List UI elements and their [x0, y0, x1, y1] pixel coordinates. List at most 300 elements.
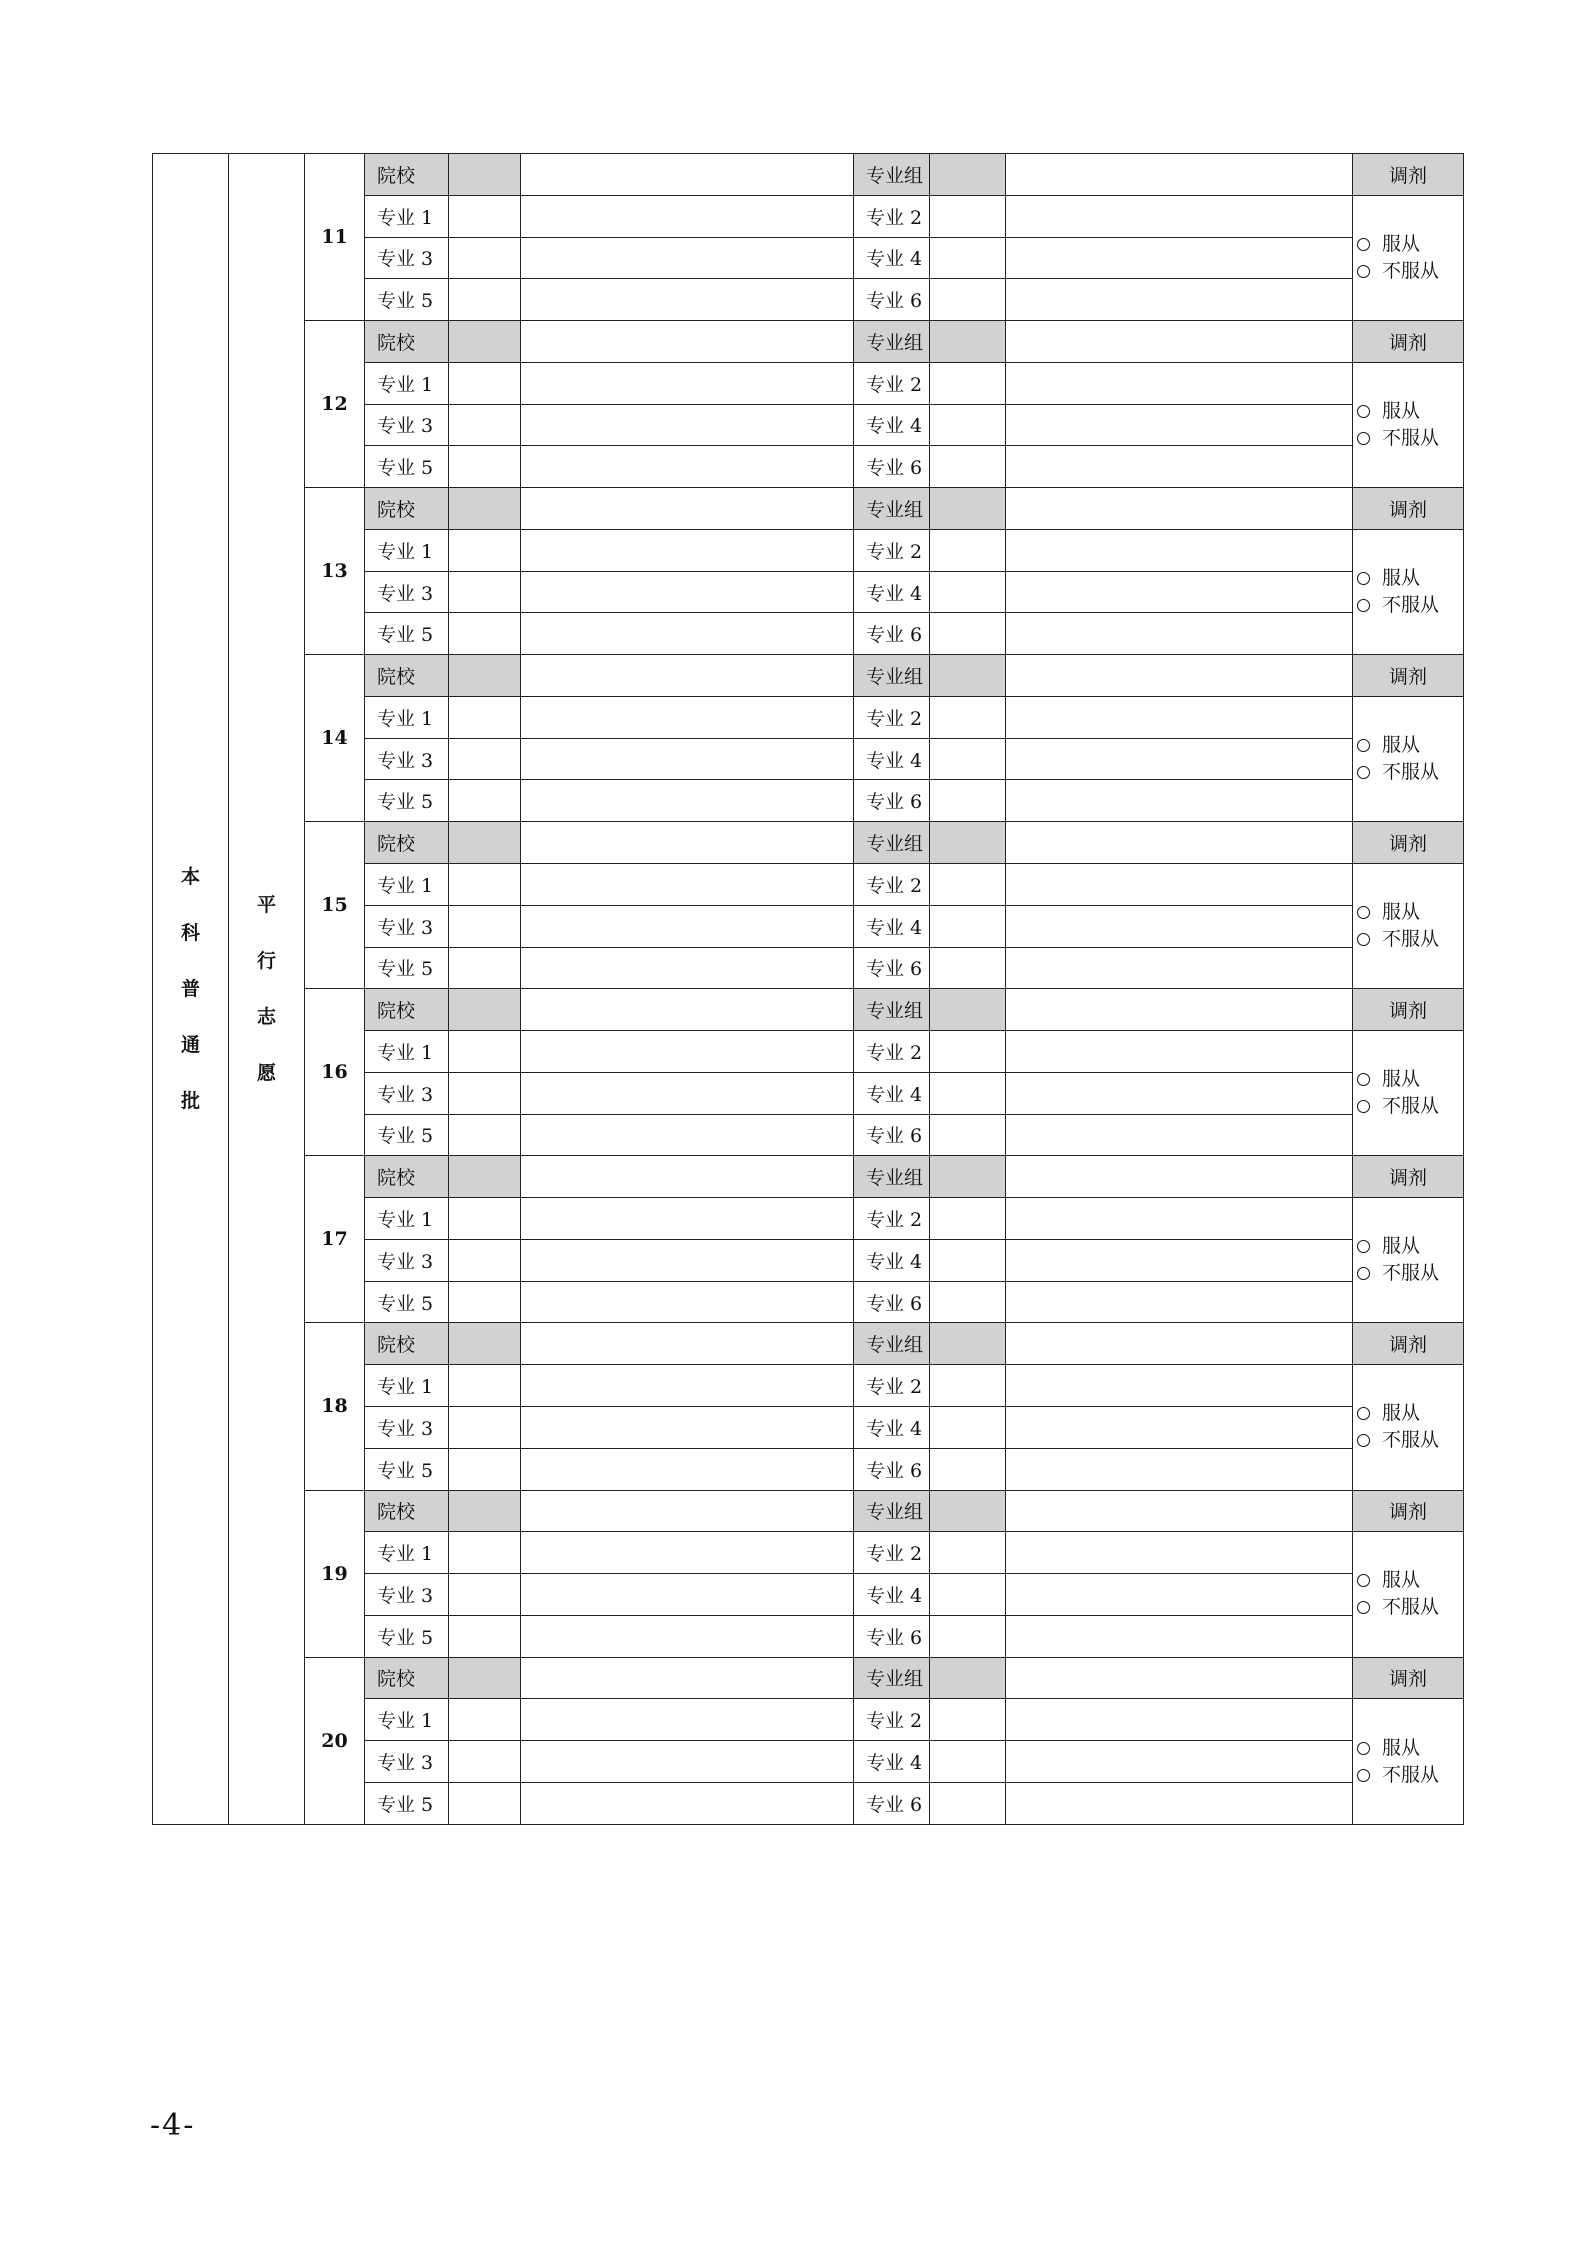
major4-label: 专业 4: [854, 1574, 930, 1616]
major6-name-field[interactable]: [1006, 1114, 1353, 1156]
major5-code-field[interactable]: [449, 947, 521, 989]
major5-code-field[interactable]: [449, 1615, 521, 1657]
major2-code-field[interactable]: [930, 1031, 1006, 1073]
school-name-field[interactable]: [521, 989, 854, 1031]
major3-label: 专业 3: [365, 1741, 449, 1783]
not-obey-radio-label: 不服从: [1382, 426, 1440, 449]
major4-code-field[interactable]: [930, 571, 1006, 613]
major4-name-field[interactable]: [1006, 1072, 1353, 1114]
school-code-field[interactable]: [449, 822, 521, 864]
group-name-field[interactable]: [1006, 1657, 1353, 1699]
school-name-field[interactable]: [521, 1657, 854, 1699]
major3-code-field[interactable]: [449, 1406, 521, 1448]
adjust-label: 调剂: [1353, 989, 1464, 1031]
major5-name-field[interactable]: [521, 1782, 854, 1824]
major1-label: 专业 1: [365, 195, 449, 237]
major1-code-field[interactable]: [449, 864, 521, 906]
major3-name-field[interactable]: [521, 404, 854, 446]
group-number: 18: [305, 1323, 365, 1490]
adjust-options: [1353, 362, 1464, 487]
major6-code-field[interactable]: [930, 1281, 1006, 1323]
major5-name-field[interactable]: [521, 446, 854, 488]
major4-name-field[interactable]: [1006, 404, 1353, 446]
not-obey-radio[interactable]: [1355, 1762, 1463, 1789]
school-name-field[interactable]: [521, 321, 854, 363]
major5-label: 专业 5: [365, 446, 449, 488]
major2-name-field[interactable]: [1006, 1532, 1353, 1574]
group-number: 14: [305, 655, 365, 822]
group-label: 专业组: [854, 1323, 930, 1365]
major5-code-field[interactable]: [449, 1782, 521, 1824]
major5-label: 专业 5: [365, 1114, 449, 1156]
group-name-field[interactable]: [1006, 989, 1353, 1031]
major4-code-field[interactable]: [930, 1072, 1006, 1114]
major1-label: 专业 1: [365, 1198, 449, 1240]
major3-code-field[interactable]: [449, 905, 521, 947]
major5-name-field[interactable]: [521, 613, 854, 655]
major5-label: 专业 5: [365, 947, 449, 989]
major6-code-field[interactable]: [930, 947, 1006, 989]
major2-code-field[interactable]: [930, 1198, 1006, 1240]
major2-code-field[interactable]: [930, 195, 1006, 237]
major4-label: 专业 4: [854, 1741, 930, 1783]
obey-radio-label: 服从: [1382, 232, 1421, 255]
major5-code-field[interactable]: [449, 1281, 521, 1323]
obey-radio-label: 服从: [1382, 1402, 1421, 1425]
obey-radio[interactable]: [1355, 398, 1463, 425]
group-label: 专业组: [854, 989, 930, 1031]
major1-code-field[interactable]: [449, 1699, 521, 1741]
radio-circle-icon[interactable]: [1357, 766, 1370, 779]
major2-label: 专业 2: [854, 362, 930, 404]
group-name-field[interactable]: [1006, 655, 1353, 697]
major6-label: 专业 6: [854, 1782, 930, 1824]
school-code-field[interactable]: [449, 1156, 521, 1198]
radio-circle-icon[interactable]: [1357, 1267, 1370, 1280]
school-name-field[interactable]: [521, 655, 854, 697]
major6-label: 专业 6: [854, 446, 930, 488]
major4-code-field[interactable]: [930, 1574, 1006, 1616]
school-label: 院校: [365, 822, 449, 864]
school-name-field[interactable]: [521, 1490, 854, 1532]
group-header-row: [153, 655, 1464, 697]
major2-name-field[interactable]: [1006, 195, 1353, 237]
not-obey-radio-label: 不服从: [1382, 1095, 1440, 1118]
school-name-field[interactable]: [521, 1156, 854, 1198]
major1-code-field[interactable]: [449, 529, 521, 571]
school-label: 院校: [365, 1323, 449, 1365]
major6-label: 专业 6: [854, 1448, 930, 1490]
major1-name-field[interactable]: [521, 1699, 854, 1741]
radio-circle-icon[interactable]: [1357, 906, 1370, 919]
radio-circle-icon[interactable]: [1357, 572, 1370, 585]
radio-circle-icon[interactable]: [1357, 1240, 1370, 1253]
school-label: 院校: [365, 1657, 449, 1699]
adjust-label: 调剂: [1353, 1323, 1464, 1365]
group-number: 17: [305, 1156, 365, 1323]
major6-name-field[interactable]: [1006, 446, 1353, 488]
adjust-label: 调剂: [1353, 655, 1464, 697]
major3-label: 专业 3: [365, 1239, 449, 1281]
major4-code-field[interactable]: [930, 905, 1006, 947]
group-code-field[interactable]: [930, 1156, 1006, 1198]
major6-code-field[interactable]: [930, 780, 1006, 822]
group-code-field[interactable]: [930, 154, 1006, 196]
obey-radio-label: 服从: [1382, 1235, 1421, 1258]
major3-name-field[interactable]: [521, 1239, 854, 1281]
major2-name-field[interactable]: [1006, 529, 1353, 571]
major2-code-field[interactable]: [930, 362, 1006, 404]
school-label: 院校: [365, 488, 449, 530]
obey-radio[interactable]: [1355, 1400, 1463, 1427]
major1-name-field[interactable]: [521, 696, 854, 738]
major3-label: 专业 3: [365, 1406, 449, 1448]
radio-circle-icon[interactable]: [1357, 1769, 1370, 1782]
major6-name-field[interactable]: [1006, 1281, 1353, 1323]
adjust-options: [1353, 1532, 1464, 1657]
obey-radio[interactable]: [1355, 231, 1463, 258]
major6-code-field[interactable]: [930, 446, 1006, 488]
obey-radio-label: 服从: [1382, 1569, 1421, 1592]
major3-code-field[interactable]: [449, 1239, 521, 1281]
major4-name-field[interactable]: [1006, 1239, 1353, 1281]
obey-radio[interactable]: [1355, 1066, 1463, 1093]
major5-code-field[interactable]: [449, 1114, 521, 1156]
radio-circle-icon[interactable]: [1357, 1100, 1370, 1113]
major3-code-field[interactable]: [449, 1574, 521, 1616]
major3-name-field[interactable]: [521, 237, 854, 279]
major3-label: 专业 3: [365, 571, 449, 613]
major4-code-field[interactable]: [930, 404, 1006, 446]
major5-name-field[interactable]: [521, 947, 854, 989]
radio-circle-icon[interactable]: [1357, 933, 1370, 946]
school-label: 院校: [365, 989, 449, 1031]
major2-code-field[interactable]: [930, 1699, 1006, 1741]
major4-name-field[interactable]: [1006, 1741, 1353, 1783]
group-number: 15: [305, 822, 365, 989]
radio-circle-icon[interactable]: [1357, 432, 1370, 445]
group-name-field[interactable]: [1006, 822, 1353, 864]
major1-code-field[interactable]: [449, 1532, 521, 1574]
major3-name-field[interactable]: [521, 1406, 854, 1448]
not-obey-radio-label: 不服从: [1382, 1429, 1440, 1452]
major1-name-field[interactable]: [521, 362, 854, 404]
major1-name-field[interactable]: [521, 195, 854, 237]
school-label: 院校: [365, 321, 449, 363]
group-label: 专业组: [854, 822, 930, 864]
major5-name-field[interactable]: [521, 1615, 854, 1657]
major4-label: 专业 4: [854, 738, 930, 780]
not-obey-radio-label: 不服从: [1382, 928, 1440, 951]
group-header-row: [153, 488, 1464, 530]
major3-code-field[interactable]: [449, 404, 521, 446]
major4-code-field[interactable]: [930, 1406, 1006, 1448]
school-code-field[interactable]: [449, 488, 521, 530]
obey-radio-label: 服从: [1382, 901, 1421, 924]
major5-code-field[interactable]: [449, 1448, 521, 1490]
group-code-field[interactable]: [930, 1490, 1006, 1532]
group-code-field[interactable]: [930, 321, 1006, 363]
major2-label: 专业 2: [854, 696, 930, 738]
radio-circle-icon[interactable]: [1357, 1601, 1370, 1614]
major6-label: 专业 6: [854, 1615, 930, 1657]
obey-radio[interactable]: [1355, 1233, 1463, 1260]
major4-name-field[interactable]: [1006, 905, 1353, 947]
not-obey-radio-label: 不服从: [1382, 761, 1440, 784]
major2-code-field[interactable]: [930, 1532, 1006, 1574]
major2-label: 专业 2: [854, 529, 930, 571]
group-name-field[interactable]: [1006, 321, 1353, 363]
major3-code-field[interactable]: [449, 237, 521, 279]
adjust-options: [1353, 1365, 1464, 1490]
radio-circle-icon[interactable]: [1357, 599, 1370, 612]
major1-code-field[interactable]: [449, 1198, 521, 1240]
major4-name-field[interactable]: [1006, 1574, 1353, 1616]
school-name-field[interactable]: [521, 822, 854, 864]
obey-radio[interactable]: [1355, 1735, 1463, 1762]
major1-label: 专业 1: [365, 1532, 449, 1574]
major4-code-field[interactable]: [930, 1239, 1006, 1281]
school-code-field[interactable]: [449, 989, 521, 1031]
major6-name-field[interactable]: [1006, 279, 1353, 321]
major5-name-field[interactable]: [521, 780, 854, 822]
radio-circle-icon[interactable]: [1357, 739, 1370, 752]
major5-label: 专业 5: [365, 1448, 449, 1490]
major6-name-field[interactable]: [1006, 1782, 1353, 1824]
group-name-field[interactable]: [1006, 1156, 1353, 1198]
major5-name-field[interactable]: [521, 279, 854, 321]
obey-radio[interactable]: [1355, 899, 1463, 926]
group-label: 专业组: [854, 1490, 930, 1532]
mode-label-text: 平行志愿: [256, 894, 276, 1084]
major1-label: 专业 1: [365, 1031, 449, 1073]
adjust-options: [1353, 1699, 1464, 1825]
major4-name-field[interactable]: [1006, 1406, 1353, 1448]
major5-name-field[interactable]: [521, 1281, 854, 1323]
radio-circle-icon[interactable]: [1357, 1742, 1370, 1755]
radio-circle-icon[interactable]: [1357, 1073, 1370, 1086]
group-header-row: [153, 321, 1464, 363]
school-code-field[interactable]: [449, 1323, 521, 1365]
major2-code-field[interactable]: [930, 864, 1006, 906]
major1-label: 专业 1: [365, 1365, 449, 1407]
major6-label: 专业 6: [854, 613, 930, 655]
major4-label: 专业 4: [854, 1239, 930, 1281]
adjust-label: 调剂: [1353, 488, 1464, 530]
school-code-field[interactable]: [449, 321, 521, 363]
major2-name-field[interactable]: [1006, 696, 1353, 738]
mode-label: [229, 154, 305, 1825]
major3-name-field[interactable]: [521, 571, 854, 613]
radio-circle-icon[interactable]: [1357, 1574, 1370, 1587]
major5-code-field[interactable]: [449, 279, 521, 321]
obey-radio-label: 服从: [1382, 734, 1421, 757]
major1-code-field[interactable]: [449, 1365, 521, 1407]
volunteer-form-table: [152, 153, 1464, 1825]
page-number: -4-: [150, 2108, 196, 2143]
group-name-field[interactable]: [1006, 154, 1353, 196]
major3-code-field[interactable]: [449, 738, 521, 780]
school-label: 院校: [365, 154, 449, 196]
major6-label: 专业 6: [854, 1281, 930, 1323]
major4-name-field[interactable]: [1006, 738, 1353, 780]
major3-code-field[interactable]: [449, 1072, 521, 1114]
major4-name-field[interactable]: [1006, 571, 1353, 613]
major1-code-field[interactable]: [449, 696, 521, 738]
major1-name-field[interactable]: [521, 529, 854, 571]
major2-name-field[interactable]: [1006, 864, 1353, 906]
group-code-field[interactable]: [930, 1323, 1006, 1365]
major1-name-field[interactable]: [521, 1365, 854, 1407]
major5-label: 专业 5: [365, 780, 449, 822]
major6-name-field[interactable]: [1006, 613, 1353, 655]
major3-label: 专业 3: [365, 738, 449, 780]
major2-label: 专业 2: [854, 1198, 930, 1240]
radio-circle-icon[interactable]: [1357, 238, 1370, 251]
major2-code-field[interactable]: [930, 1365, 1006, 1407]
school-name-field[interactable]: [521, 1323, 854, 1365]
adjust-options: [1353, 1198, 1464, 1323]
major5-name-field[interactable]: [521, 1448, 854, 1490]
not-obey-radio-label: 不服从: [1382, 259, 1440, 282]
school-name-field[interactable]: [521, 488, 854, 530]
major1-name-field[interactable]: [521, 1031, 854, 1073]
group-name-field[interactable]: [1006, 1323, 1353, 1365]
major2-name-field[interactable]: [1006, 1031, 1353, 1073]
not-obey-radio[interactable]: [1355, 759, 1463, 786]
not-obey-radio[interactable]: [1355, 1427, 1463, 1454]
not-obey-radio-label: 不服从: [1382, 1763, 1440, 1786]
group-label: 专业组: [854, 1156, 930, 1198]
major2-name-field[interactable]: [1006, 362, 1353, 404]
school-label: 院校: [365, 1156, 449, 1198]
major1-label: 专业 1: [365, 529, 449, 571]
major6-code-field[interactable]: [930, 613, 1006, 655]
major4-label: 专业 4: [854, 237, 930, 279]
major3-name-field[interactable]: [521, 1741, 854, 1783]
radio-circle-icon[interactable]: [1357, 265, 1370, 278]
school-code-field[interactable]: [449, 1657, 521, 1699]
major1-code-field[interactable]: [449, 1031, 521, 1073]
group-label: 专业组: [854, 488, 930, 530]
group-header-row: [153, 822, 1464, 864]
major3-label: 专业 3: [365, 404, 449, 446]
major2-code-field[interactable]: [930, 696, 1006, 738]
major2-name-field[interactable]: [1006, 1198, 1353, 1240]
major1-label: 专业 1: [365, 1699, 449, 1741]
major3-name-field[interactable]: [521, 1574, 854, 1616]
not-obey-radio[interactable]: [1355, 1260, 1463, 1287]
radio-circle-icon[interactable]: [1357, 405, 1370, 418]
major4-label: 专业 4: [854, 1072, 930, 1114]
major1-name-field[interactable]: [521, 864, 854, 906]
major2-name-field[interactable]: [1006, 1365, 1353, 1407]
group-number: 11: [305, 154, 365, 321]
major4-label: 专业 4: [854, 905, 930, 947]
major1-label: 专业 1: [365, 696, 449, 738]
not-obey-radio[interactable]: [1355, 1594, 1463, 1621]
group-code-field[interactable]: [930, 1657, 1006, 1699]
not-obey-radio[interactable]: [1355, 258, 1463, 285]
major5-name-field[interactable]: [521, 1114, 854, 1156]
major3-name-field[interactable]: [521, 1072, 854, 1114]
major1-code-field[interactable]: [449, 195, 521, 237]
group-number: 13: [305, 488, 365, 655]
major5-code-field[interactable]: [449, 613, 521, 655]
major4-code-field[interactable]: [930, 237, 1006, 279]
group-code-field[interactable]: [930, 655, 1006, 697]
major2-label: 专业 2: [854, 1365, 930, 1407]
major3-name-field[interactable]: [521, 738, 854, 780]
group-header-row: [153, 1490, 1464, 1532]
major5-code-field[interactable]: [449, 780, 521, 822]
major2-label: 专业 2: [854, 195, 930, 237]
school-name-field[interactable]: [521, 154, 854, 196]
not-obey-radio[interactable]: [1355, 1093, 1463, 1120]
major6-code-field[interactable]: [930, 1448, 1006, 1490]
obey-radio-label: 服从: [1382, 1068, 1421, 1091]
major2-name-field[interactable]: [1006, 1699, 1353, 1741]
group-code-field[interactable]: [930, 488, 1006, 530]
radio-circle-icon[interactable]: [1357, 1407, 1370, 1420]
not-obey-radio[interactable]: [1355, 926, 1463, 953]
major6-name-field[interactable]: [1006, 947, 1353, 989]
school-code-field[interactable]: [449, 1490, 521, 1532]
major6-code-field[interactable]: [930, 1782, 1006, 1824]
not-obey-radio[interactable]: [1355, 592, 1463, 619]
obey-radio[interactable]: [1355, 1567, 1463, 1594]
group-name-field[interactable]: [1006, 1490, 1353, 1532]
major1-name-field[interactable]: [521, 1198, 854, 1240]
group-name-field[interactable]: [1006, 488, 1353, 530]
major6-code-field[interactable]: [930, 279, 1006, 321]
major6-code-field[interactable]: [930, 1114, 1006, 1156]
obey-radio[interactable]: [1355, 565, 1463, 592]
group-number: 16: [305, 989, 365, 1156]
group-code-field[interactable]: [930, 989, 1006, 1031]
group-label: 专业组: [854, 321, 930, 363]
major4-code-field[interactable]: [930, 738, 1006, 780]
major4-code-field[interactable]: [930, 1741, 1006, 1783]
major1-name-field[interactable]: [521, 1532, 854, 1574]
major6-name-field[interactable]: [1006, 1448, 1353, 1490]
major6-name-field[interactable]: [1006, 1615, 1353, 1657]
major4-label: 专业 4: [854, 571, 930, 613]
group-header-row: [153, 154, 1464, 196]
major4-label: 专业 4: [854, 404, 930, 446]
major5-code-field[interactable]: [449, 446, 521, 488]
major3-code-field[interactable]: [449, 1741, 521, 1783]
major3-code-field[interactable]: [449, 571, 521, 613]
major2-code-field[interactable]: [930, 529, 1006, 571]
radio-circle-icon[interactable]: [1357, 1434, 1370, 1447]
adjust-options: [1353, 864, 1464, 989]
school-code-field[interactable]: [449, 655, 521, 697]
school-code-field[interactable]: [449, 154, 521, 196]
obey-radio-label: 服从: [1382, 399, 1421, 422]
major6-code-field[interactable]: [930, 1615, 1006, 1657]
group-code-field[interactable]: [930, 822, 1006, 864]
major4-name-field[interactable]: [1006, 237, 1353, 279]
obey-radio[interactable]: [1355, 732, 1463, 759]
group-header-row: [153, 989, 1464, 1031]
not-obey-radio[interactable]: [1355, 425, 1463, 452]
major3-name-field[interactable]: [521, 905, 854, 947]
major1-code-field[interactable]: [449, 362, 521, 404]
adjust-options: [1353, 195, 1464, 320]
group-header-row: [153, 1323, 1464, 1365]
major6-name-field[interactable]: [1006, 780, 1353, 822]
